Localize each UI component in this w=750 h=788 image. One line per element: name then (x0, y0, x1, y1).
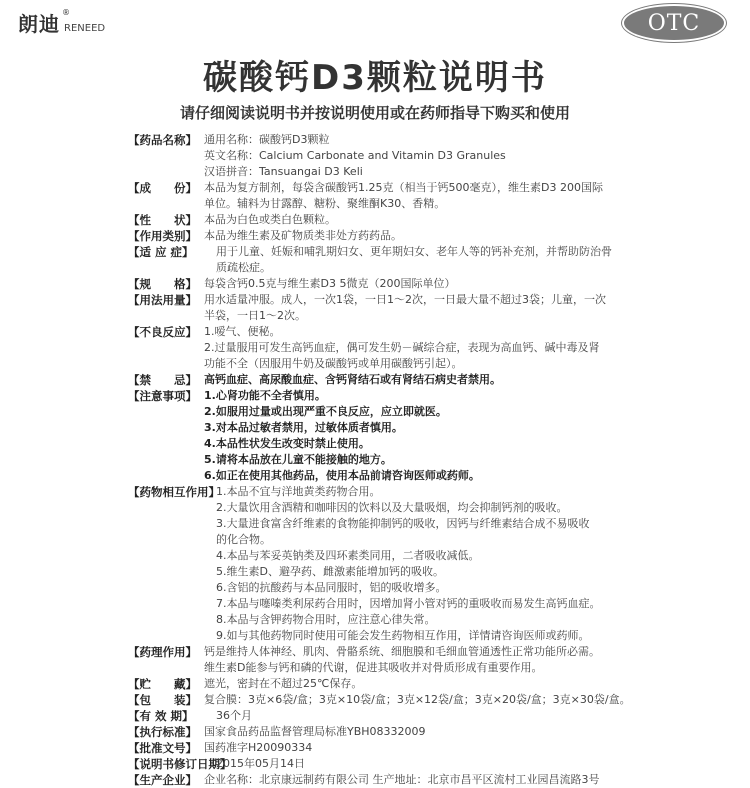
section-label: 【药理作用】 (128, 645, 197, 659)
section-label: 【作用类别】 (128, 229, 197, 243)
section-row (128, 212, 740, 228)
section-line: 36个月 (216, 709, 252, 722)
section-content (200, 372, 740, 388)
section-row (128, 756, 740, 772)
section-line: 功能不全（因服用牛奶及碳酸钙或单用碳酸钙引起）。 (204, 357, 463, 370)
section-content (200, 692, 740, 708)
section-line: 英文名称：Calcium Carbonate and Vitamin D3 Granules (204, 149, 506, 162)
section-label: 【批准文号】 (128, 741, 197, 755)
section-content (200, 228, 740, 244)
section-line: 的化合物。 (216, 533, 271, 546)
section-line: 用水适量冲服。成人，一次1袋，一日1～2次，一日最大量不超过3袋；儿童，一次 (204, 293, 606, 306)
section-line: 4.本品性状发生改变时禁止使用。 (204, 437, 370, 450)
section-line: 8.本品与含钾药物合用时，应注意心律失常。 (216, 613, 436, 626)
section-content (200, 324, 740, 372)
section-line: 钙是维持人体神经、肌肉、骨骼系统、细胞膜和毛细血管通透性正常功能所必需。 (204, 645, 600, 658)
instruction-sections (128, 132, 740, 788)
section-line: 通用名称：碳酸钙D3颗粒 (204, 133, 330, 146)
brand-name-cn: 朗迪 (18, 12, 60, 36)
section-content (200, 724, 740, 740)
section-line: 国药准字H20090334 (204, 741, 313, 754)
section-label: 【药物相互作用】 (128, 485, 220, 499)
section-row (128, 676, 740, 692)
section-label: 【药品名称】 (128, 133, 197, 147)
section-content (212, 244, 740, 276)
otc-badge: OTC (622, 4, 726, 42)
section-label: 【成 份】 (128, 181, 197, 195)
section-content (200, 644, 740, 676)
section-line: 2.如服用过量或出现严重不良反应，应立即就医。 (204, 405, 447, 418)
section-row (128, 740, 740, 756)
section-line: 3.对本品过敏者禁用，过敏体质者慎用。 (204, 421, 403, 434)
section-label: 【包 装】 (128, 693, 197, 707)
section-content (212, 708, 740, 724)
section-content (200, 292, 740, 324)
brand-logo (18, 8, 105, 37)
section-row (128, 180, 740, 212)
section-row (128, 276, 740, 292)
section-content (200, 132, 740, 180)
section-content (200, 676, 740, 692)
section-line: 1.心肾功能不全者慎用。 (204, 389, 326, 402)
section-line: 用于儿童、妊娠和哺乳期妇女、更年期妇女、老年人等的钙补充剂，并帮助防治骨 (216, 245, 612, 258)
section-label: 【生产企业】 (128, 773, 197, 787)
section-line: 9.如与其他药物同时使用可能会发生药物相互作用，详情请咨询医师或药师。 (216, 629, 590, 642)
section-line: 半袋，一日1～2次。 (204, 309, 306, 322)
section-row (128, 324, 740, 372)
section-row (128, 388, 740, 484)
section-line: 单位。辅料为甘露醇、糖粉、聚维酮K30、香精。 (204, 197, 446, 210)
section-line: 质疏松症。 (216, 261, 271, 274)
section-row (128, 644, 740, 676)
section-label: 【不良反应】 (128, 325, 197, 339)
section-content (200, 740, 740, 756)
section-label: 【说明书修订日期】 (128, 757, 232, 771)
section-row (128, 708, 740, 724)
section-line: 4.本品与苯妥英钠类及四环素类同用，二者吸收减低。 (216, 549, 480, 562)
section-line: 7.本品与噻嗪类利尿药合用时，因增加肾小管对钙的重吸收而易发生高钙血症。 (216, 597, 601, 610)
section-label: 【性 状】 (128, 213, 197, 227)
section-row (128, 244, 740, 276)
section-row (128, 372, 740, 388)
section-line: 汉语拼音：Tansuangai D3 Keli (204, 165, 363, 178)
section-content (200, 772, 740, 788)
section-row (128, 724, 740, 740)
section-line: 3.大量进食富含纤维素的食物能抑制钙的吸收，因钙与纤维素结合成不易吸收 (216, 517, 590, 530)
section-line: 企业名称：北京康远制药有限公司 生产地址：北京市昌平区流村工业园昌流路3号 (204, 773, 600, 786)
section-line: 2015年05月14日 (216, 757, 305, 770)
section-line: 6.含铝的抗酸药与本品同服时，铝的吸收增多。 (216, 581, 447, 594)
section-line: 6.如正在使用其他药品，使用本品前请咨询医师或药师。 (204, 469, 480, 482)
section-line: 2.过量服用可发生高钙血症，偶可发生奶－碱综合症，表现为高血钙、碱中毒及肾 (204, 341, 600, 354)
section-label: 【注意事项】 (128, 389, 197, 403)
section-content (212, 756, 740, 772)
section-line: 本品为白色或类白色颗粒。 (204, 213, 336, 226)
section-line: 1.本品不宜与洋地黄类药物合用。 (216, 485, 381, 498)
section-row (128, 132, 740, 180)
section-label: 【用法用量】 (128, 293, 197, 307)
section-label: 【有 效 期】 (128, 709, 194, 723)
section-row (128, 292, 740, 324)
section-row (128, 228, 740, 244)
section-line: 国家食品药品监督管理局标准YBH08332009 (204, 725, 426, 738)
registered-mark: ® (62, 8, 70, 17)
section-label: 【贮 藏】 (128, 677, 197, 691)
section-line: 维生素D能参与钙和磷的代谢，促进其吸收并对骨质形成有重要作用。 (204, 661, 543, 674)
section-line: 1.嗳气、便秘。 (204, 325, 281, 338)
section-content (200, 276, 740, 292)
section-line: 5.请将本品放在儿童不能接触的地方。 (204, 453, 392, 466)
section-line: 5.维生素D、避孕药、雌激素能增加钙的吸收。 (216, 565, 444, 578)
section-row (128, 692, 740, 708)
section-line: 每袋含钙0.5克与维生素D3 5微克（200国际单位） (204, 277, 456, 290)
section-content (200, 180, 740, 212)
section-content (212, 484, 740, 644)
section-label: 【规 格】 (128, 277, 197, 291)
section-line: 本品为维生素及矿物质类非处方药药品。 (204, 229, 402, 242)
section-label: 【适 应 症】 (128, 245, 194, 259)
section-line: 2.大量饮用含酒精和咖啡因的饮料以及大量吸烟，均会抑制钙剂的吸收。 (216, 501, 568, 514)
section-line: 遮光，密封在不超过25℃保存。 (204, 677, 363, 690)
section-line: 复合膜：3克×6袋/盒；3克×10袋/盒；3克×12袋/盒；3克×20袋/盒；3克×30袋/盒。 (204, 693, 631, 706)
section-row (128, 772, 740, 788)
section-label: 【禁 忌】 (128, 373, 197, 387)
section-line: 本品为复方制剂，每袋含碳酸钙1.25克（相当于钙500毫克），维生素D3 200国际 (204, 181, 603, 194)
document-subtitle: 请仔细阅读说明书并按说明使用或在药师指导下购买和使用 (179, 104, 570, 122)
section-content (200, 388, 740, 484)
section-line: 高钙血症、高尿酸血症、含钙肾结石或有肾结石病史者禁用。 (204, 373, 501, 386)
section-label: 【执行标准】 (128, 725, 197, 739)
document-title: 碳酸钙D3颗粒说明书 (203, 58, 547, 98)
section-content (200, 212, 740, 228)
brand-name-en: RENEED (64, 23, 106, 34)
section-row (128, 484, 740, 644)
